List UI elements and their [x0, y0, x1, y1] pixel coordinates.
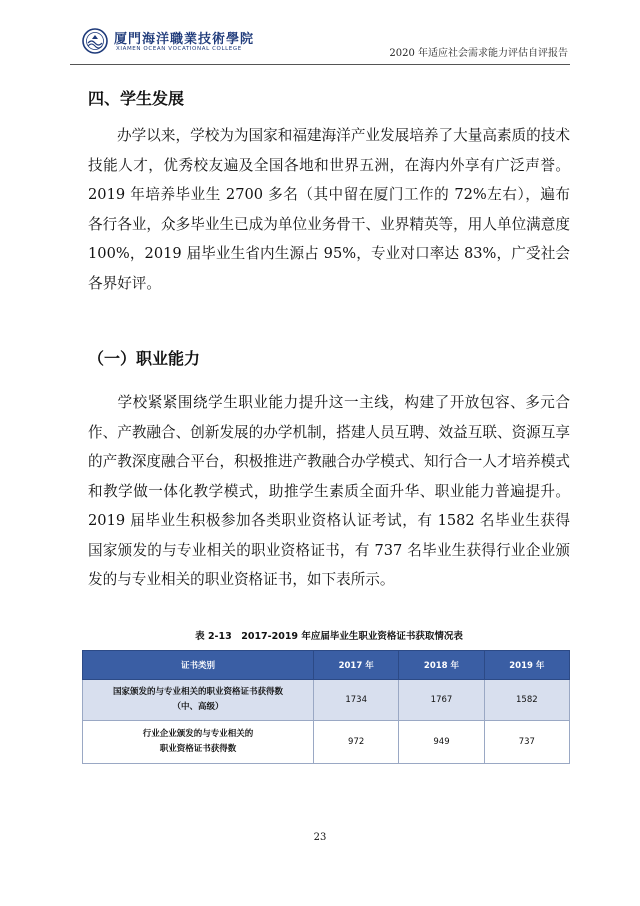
table-cell: 737: [484, 721, 569, 764]
subsection-body-paragraph: [88, 388, 570, 595]
header-cell-2019: 2019 年: [484, 651, 569, 680]
section-intro-text: 办学以来，学校为为国家和福建海洋产业发展培养了大量高素质的技术技能人才，优秀校友遍及全国各地和世界五洲，在海内外享有广泛声誉。2019 年培养毕业生 2700 多名（其中留在厦门工作的 72%左右），遍布各行各业，众多毕业生已成为单位业务骨干、业界精英等，用人单位满意度 100%，2019 届毕业生省内生源占 95%，专业对口率达 83%，广受社会各界好评。: [88, 127, 570, 292]
table-row: [83, 680, 570, 721]
header-cell-2018: 2018 年: [399, 651, 484, 680]
section-intro-paragraph: [88, 121, 570, 298]
subsection-title: （一）职业能力: [88, 349, 201, 368]
header-divider: [70, 64, 570, 65]
row-label-line: 行业企业颁发的与专业相关的: [142, 729, 254, 739]
section-title: 四、学生发展: [88, 89, 185, 108]
row-label: [83, 721, 314, 764]
table-caption: 表 2-13 2017-2019 年应届毕业生职业资格证书获取情况表: [195, 631, 463, 642]
table-cell: 949: [399, 721, 484, 764]
row-label-line: 职业资格证书获得数: [159, 744, 237, 754]
page-header: [70, 20, 570, 64]
table-cell: 1582: [484, 680, 569, 721]
table-row: [83, 721, 570, 764]
header-cell-category: 证书类别: [83, 651, 314, 680]
table-cell: 1734: [314, 680, 399, 721]
table-cell: 1767: [399, 680, 484, 721]
page-number: 23: [313, 832, 327, 843]
college-seal-icon: [82, 28, 108, 54]
college-name-en: XIAMEN OCEAN VOCATIONAL COLLEGE: [116, 46, 242, 52]
row-label-line: （中、高级）: [172, 702, 224, 712]
table-header-row: [83, 651, 570, 680]
row-label-line: 国家颁发的与专业相关的职业资格证书获得数: [112, 687, 283, 697]
row-label: [83, 680, 314, 721]
report-title: 2020 年适应社会需求能力评估自评报告: [389, 48, 568, 59]
certificate-table: [82, 650, 570, 764]
table-cell: 972: [314, 721, 399, 764]
college-name-cn: 厦門海洋職業技術學院: [114, 32, 255, 47]
subsection-body-text: 学校紧紧围绕学生职业能力提升这一主线，构建了开放包容、多元合作、产教融合、创新发展的办学机制，搭建人员互聘、效益互联、资源互享的产教深度融合平台，积极推进产教融合办学模式、知行合一人才培养模式和教学做一体化教学模式，助推学生素质全面升华、职业能力普遍提升。2019 届毕业生积极参加各类职业资格认证考试，有 1582 名毕业生获得国家颁发的与专业相关的职业资格证书，有 737 名毕业生获得行业企业颁发的与专业相关的职业资格证书，如下表所示。: [88, 394, 570, 588]
header-cell-2017: 2017 年: [314, 651, 399, 680]
